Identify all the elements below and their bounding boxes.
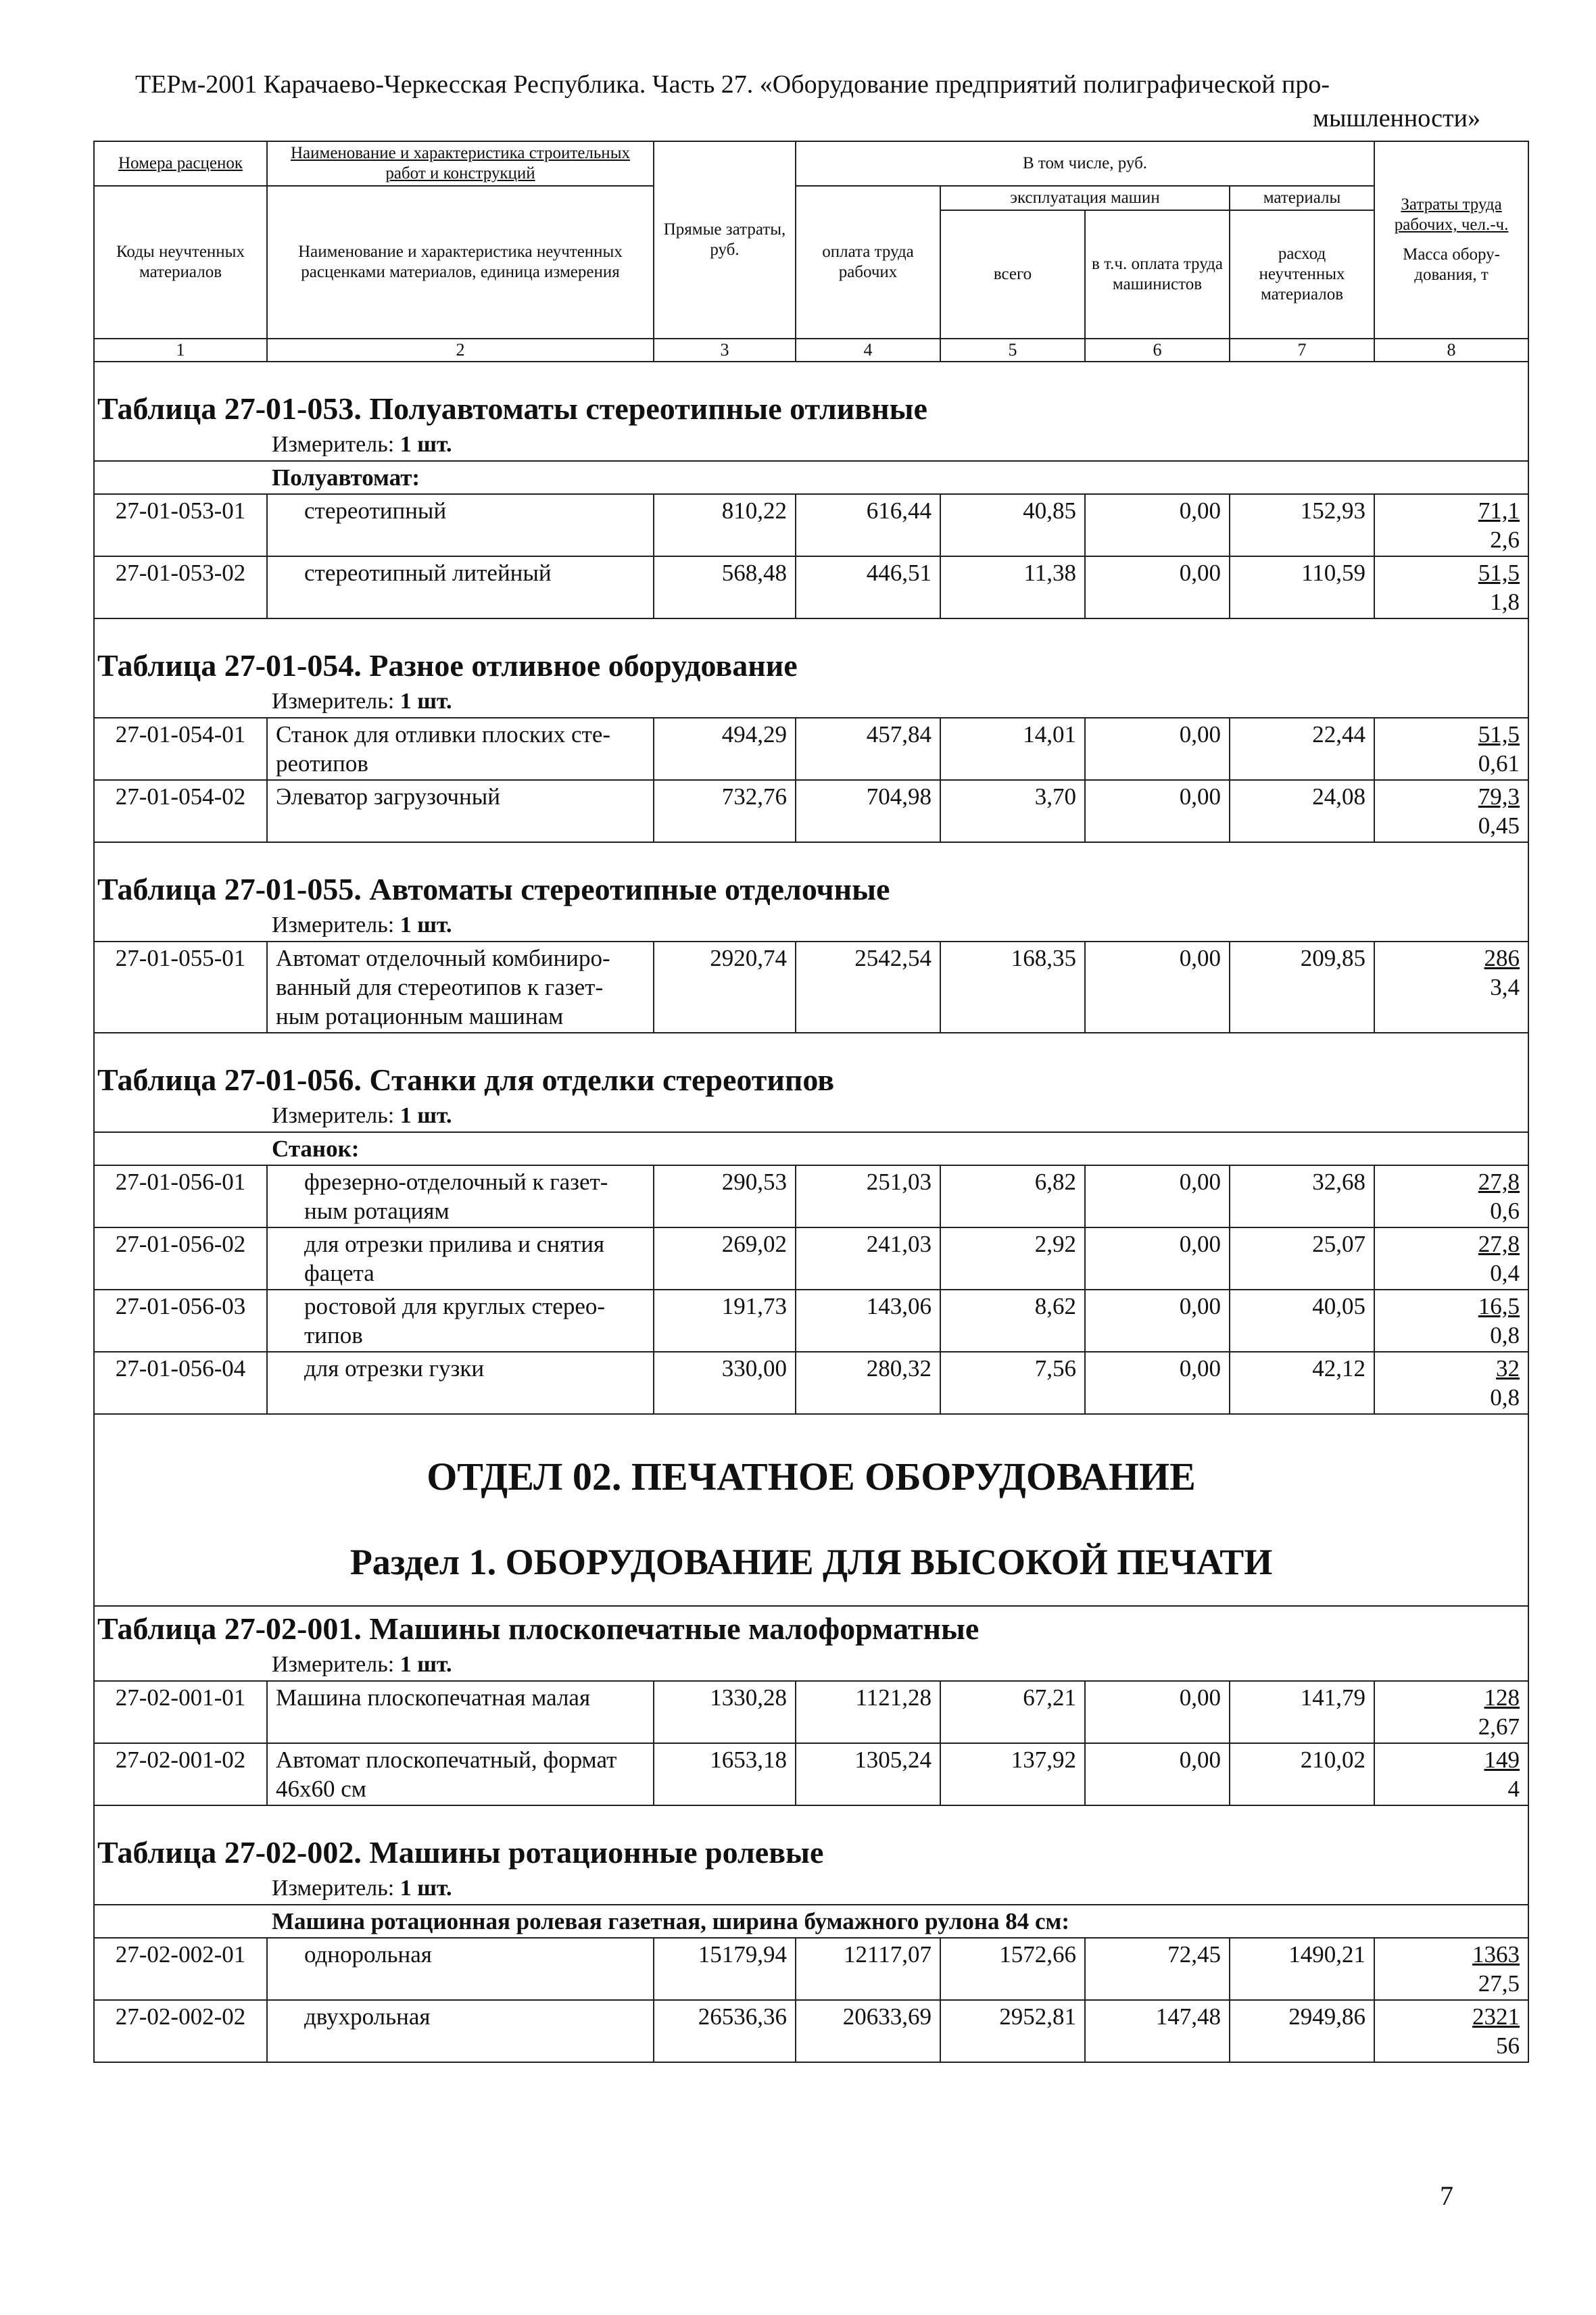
subheading-053: Полуавтомат: — [94, 461, 1528, 494]
machine-cost: 8,62 — [940, 1290, 1085, 1352]
table-row — [94, 1743, 1528, 1805]
measure-056 — [94, 1100, 1528, 1132]
incl-header: В том числе, руб. — [796, 141, 1374, 186]
material-cost: 210,02 — [1230, 1743, 1374, 1805]
measure-value: 1 шт. — [400, 1103, 452, 1128]
table-title-056: Таблица 27-01-056. Станки для отделки стереотипов — [94, 1033, 1528, 1100]
operator-cost: 0,00 — [1085, 780, 1230, 842]
direct-cost: 1653,18 — [654, 1743, 796, 1805]
header-line-1: ТЕРм-2001 Карачаево-Черкесская Республика. Часть 27. «Оборудование предприятий полиграфической про- — [135, 70, 1330, 99]
rate-code: 27-01-053-02 — [94, 556, 267, 618]
rates-table — [93, 141, 1529, 2063]
table-title-202: Таблица 27-02-002. Машины ротационные ролевые — [94, 1805, 1528, 1872]
direct-cost: 494,29 — [654, 718, 796, 780]
table-row — [94, 1938, 1528, 2000]
col-number: 8 — [1374, 339, 1528, 362]
col8-bottom-header: Масса обору- дования, т — [1403, 245, 1500, 284]
rate-code: 27-01-056-02 — [94, 1227, 267, 1290]
direct-cost: 290,53 — [654, 1165, 796, 1227]
col8-top-header: Затраты труда рабочих, чел.-ч. — [1394, 195, 1509, 234]
labor-cost: 2542,54 — [796, 942, 940, 1033]
labor-hours: 2321 — [1472, 2003, 1520, 2030]
direct-cost: 191,73 — [654, 1290, 796, 1352]
measure-row — [94, 1872, 1528, 1905]
labor-cost: 457,84 — [796, 718, 940, 780]
machine-cost: 11,38 — [940, 556, 1085, 618]
rate-code: 27-01-054-01 — [94, 718, 267, 780]
direct-cost: 26536,36 — [654, 2000, 796, 2062]
operator-cost: 0,00 — [1085, 1290, 1230, 1352]
rate-name: Автомат плоскопечатный, формат 46х60 см — [267, 1743, 654, 1805]
page-number: 7 — [1440, 2180, 1453, 2211]
col3-header: Прямые затраты, руб. — [654, 141, 796, 339]
measure-label: Измеритель: — [272, 1652, 395, 1677]
labor-mass — [1374, 718, 1528, 780]
rate-code: 27-01-056-01 — [94, 1165, 267, 1227]
machine-cost: 14,01 — [940, 718, 1085, 780]
equipment-mass: 1,8 — [1490, 589, 1520, 615]
table-row — [94, 1352, 1528, 1414]
col1-bottom-header: Коды неучтенных материалов — [94, 186, 267, 339]
operator-cost: 147,48 — [1085, 2000, 1230, 2062]
operator-cost: 0,00 — [1085, 494, 1230, 556]
subheading-056: Станок: — [94, 1132, 1528, 1165]
subheading-row — [94, 1132, 1528, 1165]
labor-hours: 1363 — [1472, 1941, 1520, 1968]
operator-cost: 0,00 — [1085, 1681, 1230, 1743]
operator-cost: 0,00 — [1085, 1352, 1230, 1414]
direct-cost: 269,02 — [654, 1227, 796, 1290]
equipment-mass: 2,6 — [1490, 527, 1520, 553]
labor-cost: 143,06 — [796, 1290, 940, 1352]
labor-cost: 20633,69 — [796, 2000, 940, 2062]
labor-cost: 251,03 — [796, 1165, 940, 1227]
table-row — [94, 494, 1528, 556]
equipment-mass: 0,61 — [1478, 750, 1520, 777]
subheading-202: Машина ротационная ролевая газетная, ширина бумажного рулона 84 см: — [94, 1905, 1528, 1938]
section-title-row — [94, 1606, 1528, 1649]
operator-cost: 0,00 — [1085, 556, 1230, 618]
rate-name: стереотипный литейный — [267, 556, 654, 618]
measure-label: Измеритель: — [272, 689, 395, 714]
equipment-mass: 2,67 — [1478, 1713, 1520, 1740]
machine-cost: 137,92 — [940, 1743, 1085, 1805]
col4-header: оплата труда рабочих — [796, 186, 940, 339]
operator-cost: 0,00 — [1085, 1743, 1230, 1805]
measure-row — [94, 1649, 1528, 1681]
material-cost: 2949,86 — [1230, 2000, 1374, 2062]
section-title-row — [94, 618, 1528, 685]
operator-cost: 0,00 — [1085, 1227, 1230, 1290]
operator-cost: 0,00 — [1085, 718, 1230, 780]
department-heading: ОТДЕЛ 02. ПЕЧАТНОЕ ОБОРУДОВАНИЕ — [94, 1414, 1528, 1519]
rate-name: для отрезки прилива и снятия фацета — [267, 1227, 654, 1290]
col-number: 2 — [267, 339, 654, 362]
col8-header — [1374, 141, 1528, 339]
operator-cost: 72,45 — [1085, 1938, 1230, 2000]
measure-053 — [94, 429, 1528, 461]
measure-row — [94, 429, 1528, 461]
machine-cost: 2952,81 — [940, 2000, 1085, 2062]
direct-cost: 1330,28 — [654, 1681, 796, 1743]
labor-mass — [1374, 1938, 1528, 2000]
measure-label: Измеритель: — [272, 432, 395, 457]
labor-mass — [1374, 1681, 1528, 1743]
table-title-054: Таблица 27-01-054. Разное отливное оборудование — [94, 618, 1528, 685]
col2-bottom-header: Наименование и характеристика неучтенных расценками материалов, единица измерения — [267, 186, 654, 339]
material-cost: 42,12 — [1230, 1352, 1374, 1414]
labor-cost: 241,03 — [796, 1227, 940, 1290]
direct-cost: 732,76 — [654, 780, 796, 842]
measure-row — [94, 909, 1528, 942]
labor-cost: 1121,28 — [796, 1681, 940, 1743]
material-cost: 209,85 — [1230, 942, 1374, 1033]
table-row — [94, 1681, 1528, 1743]
subheading-row — [94, 461, 1528, 494]
measure-value: 1 шт. — [400, 1652, 452, 1677]
col-number: 4 — [796, 339, 940, 362]
rate-name: для отрезки гузки — [267, 1352, 654, 1414]
rate-code: 27-01-056-04 — [94, 1352, 267, 1414]
machine-cost: 1572,66 — [940, 1938, 1085, 2000]
labor-mass — [1374, 556, 1528, 618]
measure-label: Измеритель: — [272, 1876, 395, 1901]
header-line-2: мышленности» — [1312, 104, 1480, 132]
rate-name: Элеватор загрузочный — [267, 780, 654, 842]
header-row-2 — [94, 186, 1528, 210]
material-cost: 141,79 — [1230, 1681, 1374, 1743]
labor-mass — [1374, 1352, 1528, 1414]
machine-cost: 6,82 — [940, 1165, 1085, 1227]
equipment-mass: 0,45 — [1478, 812, 1520, 839]
rate-code: 27-01-055-01 — [94, 942, 267, 1033]
header-row-1 — [94, 141, 1528, 186]
labor-hours: 79,3 — [1478, 783, 1520, 810]
material-cost: 1490,21 — [1230, 1938, 1374, 2000]
labor-hours: 286 — [1484, 945, 1520, 971]
direct-cost: 330,00 — [654, 1352, 796, 1414]
measure-202 — [94, 1872, 1528, 1905]
labor-mass — [1374, 780, 1528, 842]
rate-name: фрезерно-отделочный к газет- ным ротациям — [267, 1165, 654, 1227]
labor-hours: 27,8 — [1478, 1231, 1520, 1257]
labor-cost: 704,98 — [796, 780, 940, 842]
measure-row — [94, 685, 1528, 718]
rate-name: Машина плоскопечатная малая — [267, 1681, 654, 1743]
labor-cost: 12117,07 — [796, 1938, 940, 2000]
direct-cost: 2920,74 — [654, 942, 796, 1033]
measure-row — [94, 1100, 1528, 1132]
col6-header: в т.ч. оплата труда машинистов — [1085, 210, 1230, 339]
col7-header: расход неучтенных материалов — [1230, 210, 1374, 339]
labor-mass — [1374, 1290, 1528, 1352]
rate-code: 27-01-053-01 — [94, 494, 267, 556]
labor-cost: 616,44 — [796, 494, 940, 556]
col1-top-header: Номера расценок — [94, 141, 267, 186]
material-cost: 24,08 — [1230, 780, 1374, 842]
rate-name: ростовой для круглых стерео- типов — [267, 1290, 654, 1352]
labor-hours: 51,5 — [1478, 560, 1520, 586]
rate-code: 27-02-001-02 — [94, 1743, 267, 1805]
direct-cost: 15179,94 — [654, 1938, 796, 2000]
measure-054 — [94, 685, 1528, 718]
labor-hours: 128 — [1484, 1684, 1520, 1711]
material-cost: 152,93 — [1230, 494, 1374, 556]
col-number: 7 — [1230, 339, 1374, 362]
column-numbers-row — [94, 339, 1528, 362]
machine-cost: 3,70 — [940, 780, 1085, 842]
table-title-201: Таблица 27-02-001. Машины плоскопечатные малоформатные — [94, 1606, 1528, 1649]
col2-top-header: Наименование и характеристика строительных работ и конструкций — [267, 141, 654, 186]
material-cost: 32,68 — [1230, 1165, 1374, 1227]
equipment-mass: 0,8 — [1490, 1322, 1520, 1348]
machine-cost: 67,21 — [940, 1681, 1085, 1743]
equipment-mass: 56 — [1496, 2032, 1520, 2059]
equipment-mass: 0,4 — [1490, 1260, 1520, 1286]
table-row — [94, 1227, 1528, 1290]
table-row — [94, 942, 1528, 1033]
col-number: 1 — [94, 339, 267, 362]
measure-label: Измеритель: — [272, 1103, 395, 1128]
table-row — [94, 1290, 1528, 1352]
operator-cost: 0,00 — [1085, 942, 1230, 1033]
rate-name: стереотипный — [267, 494, 654, 556]
col-number: 6 — [1085, 339, 1230, 362]
razdel-row — [94, 1519, 1528, 1606]
table-row — [94, 1165, 1528, 1227]
labor-hours: 32 — [1496, 1355, 1520, 1382]
rate-name: Автомат отделочный комбиниро- ванный для стереотипов к газет- ным ротационным машинам — [267, 942, 654, 1033]
section-title-row — [94, 842, 1528, 909]
labor-mass — [1374, 1165, 1528, 1227]
measure-value: 1 шт. — [400, 689, 452, 714]
measure-201 — [94, 1649, 1528, 1681]
section-title-row — [94, 1033, 1528, 1100]
measure-label: Измеритель: — [272, 912, 395, 937]
table-row — [94, 718, 1528, 780]
measure-055 — [94, 909, 1528, 942]
section-heading: Раздел 1. ОБОРУДОВАНИЕ ДЛЯ ВЫСОКОЙ ПЕЧАТИ — [94, 1519, 1528, 1606]
machine-cost: 40,85 — [940, 494, 1085, 556]
materials-header: материалы — [1230, 186, 1374, 210]
table-row — [94, 556, 1528, 618]
rate-name: двухрольная — [267, 2000, 654, 2062]
material-cost: 22,44 — [1230, 718, 1374, 780]
section-title-row — [94, 362, 1528, 429]
labor-mass — [1374, 494, 1528, 556]
labor-hours: 71,1 — [1478, 497, 1520, 524]
material-cost: 25,07 — [1230, 1227, 1374, 1290]
equipment-mass: 4 — [1507, 1776, 1520, 1802]
section-title-row — [94, 1805, 1528, 1872]
table-row — [94, 780, 1528, 842]
labor-hours: 27,8 — [1478, 1169, 1520, 1195]
material-cost: 110,59 — [1230, 556, 1374, 618]
subheading-row — [94, 1905, 1528, 1938]
equipment-mass: 27,5 — [1478, 1970, 1520, 1997]
labor-hours: 149 — [1484, 1747, 1520, 1773]
labor-mass — [1374, 942, 1528, 1033]
measure-value: 1 шт. — [400, 1876, 452, 1901]
department-row — [94, 1414, 1528, 1519]
rate-name: Станок для отливки плоских сте- реотипов — [267, 718, 654, 780]
measure-value: 1 шт. — [400, 912, 452, 937]
labor-mass — [1374, 1743, 1528, 1805]
col5-header: всего — [940, 210, 1085, 339]
measure-value: 1 шт. — [400, 432, 452, 457]
labor-hours: 16,5 — [1478, 1293, 1520, 1319]
equipment-mass: 0,8 — [1490, 1384, 1520, 1411]
equipment-mass: 0,6 — [1490, 1198, 1520, 1224]
labor-cost: 1305,24 — [796, 1743, 940, 1805]
direct-cost: 568,48 — [654, 556, 796, 618]
table-title-053: Таблица 27-01-053. Полуавтоматы стереотипные отливные — [94, 362, 1528, 429]
rate-code: 27-01-056-03 — [94, 1290, 267, 1352]
machine-cost: 2,92 — [940, 1227, 1085, 1290]
equipment-mass: 3,4 — [1490, 974, 1520, 1000]
col-number: 3 — [654, 339, 796, 362]
table-row — [94, 2000, 1528, 2062]
labor-cost: 446,51 — [796, 556, 940, 618]
rate-code: 27-01-054-02 — [94, 780, 267, 842]
labor-mass — [1374, 1227, 1528, 1290]
direct-cost: 810,22 — [654, 494, 796, 556]
col-number: 5 — [940, 339, 1085, 362]
rate-name: однорольная — [267, 1938, 654, 2000]
document-header — [135, 68, 1480, 135]
rate-code: 27-02-002-01 — [94, 1938, 267, 2000]
machines-header: эксплуатация машин — [940, 186, 1230, 210]
table-title-055: Таблица 27-01-055. Автоматы стереотипные отделочные — [94, 842, 1528, 909]
labor-mass — [1374, 2000, 1528, 2062]
rate-code: 27-02-002-02 — [94, 2000, 267, 2062]
labor-hours: 51,5 — [1478, 721, 1520, 748]
machine-cost: 7,56 — [940, 1352, 1085, 1414]
operator-cost: 0,00 — [1085, 1165, 1230, 1227]
material-cost: 40,05 — [1230, 1290, 1374, 1352]
rate-code: 27-02-001-01 — [94, 1681, 267, 1743]
labor-cost: 280,32 — [796, 1352, 940, 1414]
machine-cost: 168,35 — [940, 942, 1085, 1033]
